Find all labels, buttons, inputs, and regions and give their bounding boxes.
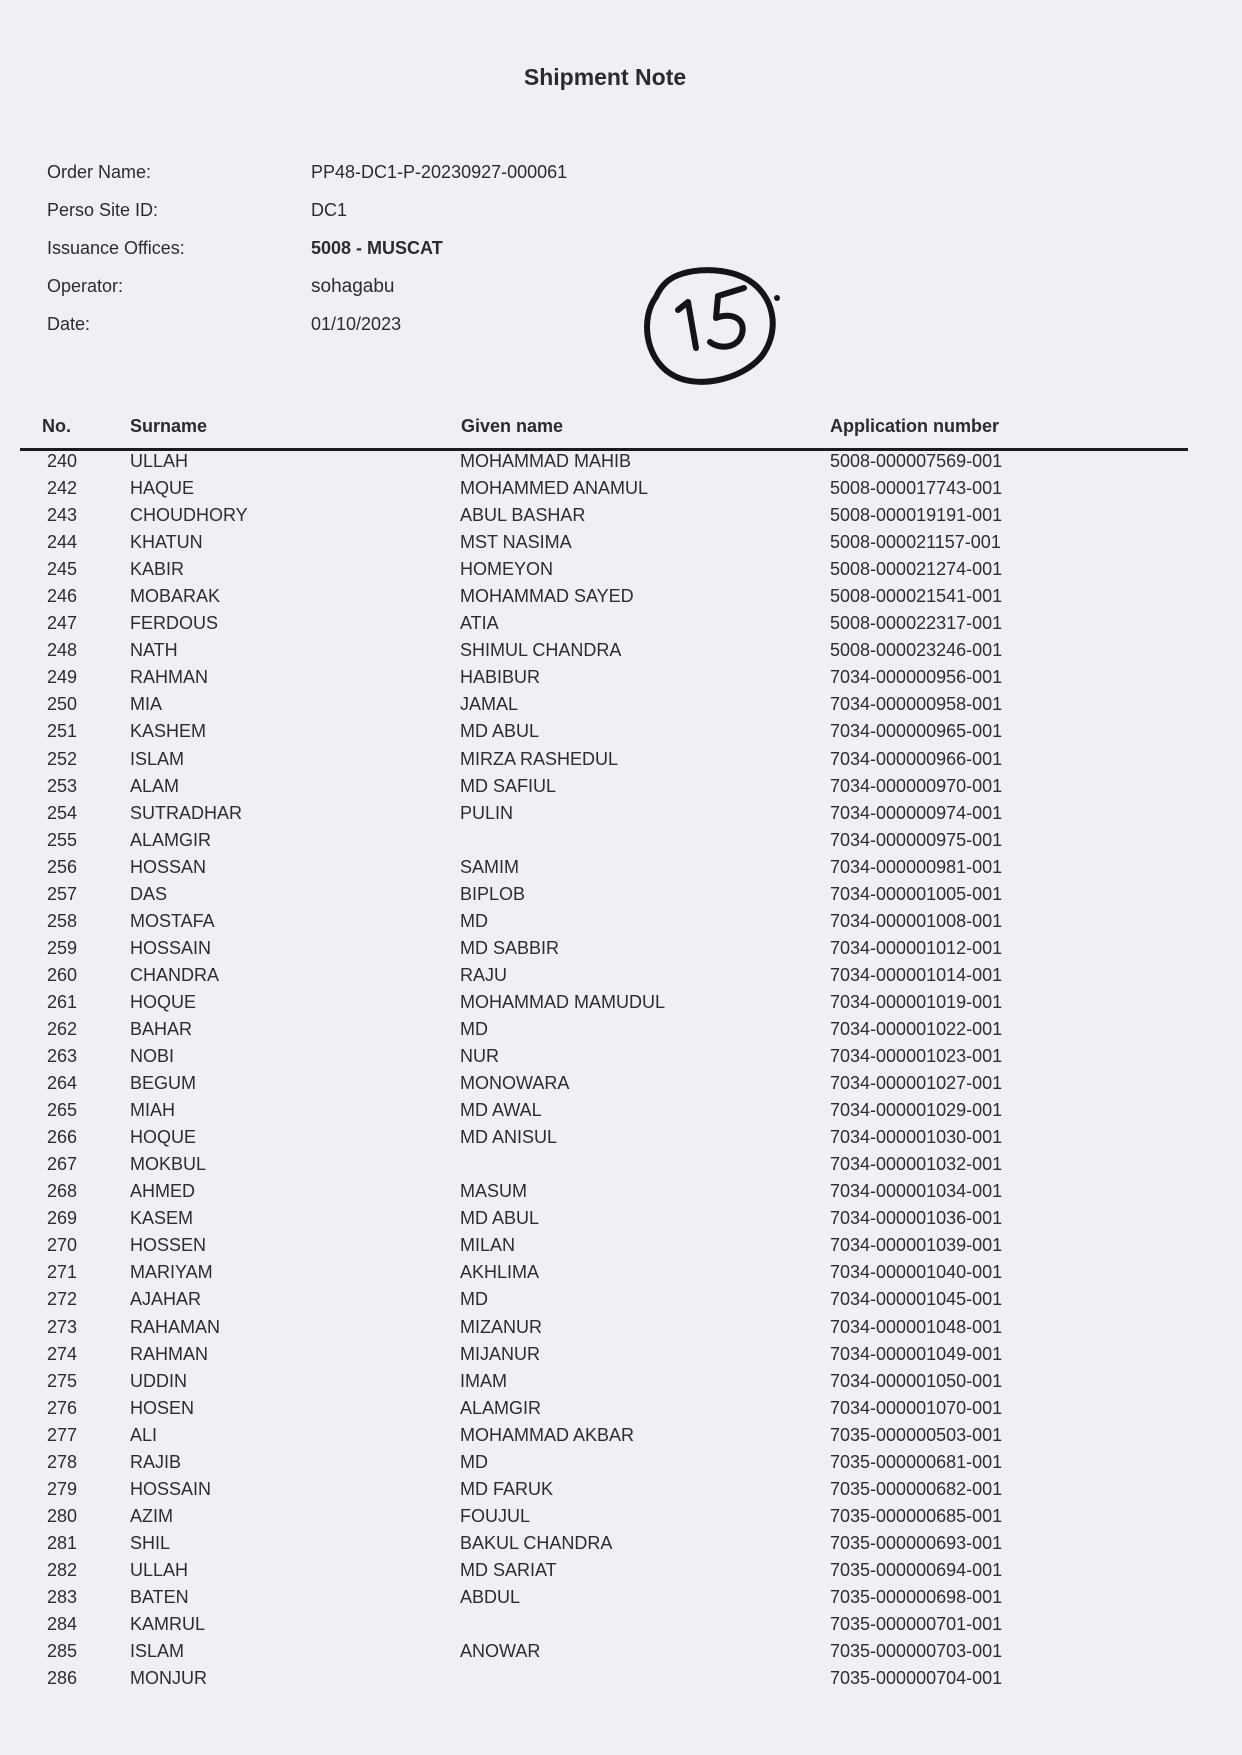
row-number: 269 <box>47 1208 78 1229</box>
table-row <box>0 477 1242 504</box>
row-application-number: 7034-000001030-001 <box>830 1127 1003 1148</box>
row-given-name: MIZANUR <box>460 1316 542 1337</box>
row-given-name: BIPLOB <box>460 883 526 904</box>
row-surname: AZIM <box>130 1505 173 1526</box>
row-application-number: 5008-000021541-001 <box>830 586 1003 607</box>
table-row <box>0 829 1242 856</box>
issuance-offices-value: 5008 - MUSCAT <box>311 238 443 258</box>
table-row <box>0 991 1242 1018</box>
row-number: 286 <box>47 1668 78 1689</box>
row-surname: HOSEN <box>130 1397 195 1418</box>
row-surname: MOSTAFA <box>130 910 215 931</box>
row-surname: MARIYAM <box>130 1262 213 1283</box>
row-given-name: FOUJUL <box>460 1505 531 1526</box>
row-application-number: 7034-000001039-001 <box>830 1235 1003 1256</box>
row-number: 259 <box>47 937 78 958</box>
row-number: 268 <box>47 1181 78 1202</box>
table-row <box>0 937 1242 964</box>
row-application-number: 7035-000000701-001 <box>830 1614 1003 1635</box>
row-number: 270 <box>47 1235 78 1256</box>
row-application-number: 5008-000021274-001 <box>830 559 1003 580</box>
row-number: 280 <box>47 1505 78 1526</box>
column-header-surname: Surname <box>130 416 208 436</box>
operator-value: sohagabu <box>311 276 395 297</box>
row-number: 251 <box>47 721 78 742</box>
row-application-number: 7034-000001049-001 <box>830 1343 1003 1364</box>
table-row <box>0 1613 1242 1640</box>
row-given-name: MOHAMMED ANAMUL <box>460 478 649 499</box>
table-row <box>0 1667 1242 1694</box>
row-surname: HOSSAN <box>130 856 207 877</box>
row-number: 247 <box>47 613 78 634</box>
row-given-name: MST NASIMA <box>460 532 572 553</box>
row-application-number: 5008-000022317-001 <box>830 613 1003 634</box>
row-surname: MOKBUL <box>130 1154 207 1175</box>
row-surname: RAHAMAN <box>130 1316 221 1337</box>
row-application-number: 7035-000000694-001 <box>830 1559 1003 1580</box>
row-surname: MOBARAK <box>130 586 221 607</box>
row-application-number: 7035-000000503-001 <box>830 1424 1003 1445</box>
row-given-name: SHIMUL CHANDRA <box>460 640 622 661</box>
row-application-number: 7034-000000966-001 <box>830 748 1003 769</box>
table-row <box>0 1207 1242 1234</box>
row-application-number: 7034-000001019-001 <box>830 991 1003 1012</box>
row-given-name: MOHAMMAD AKBAR <box>460 1424 635 1445</box>
row-surname: SUTRADHAR <box>130 802 243 823</box>
row-given-name: MD ABUL <box>460 721 540 742</box>
table-row <box>0 1099 1242 1126</box>
row-surname: ULLAH <box>130 1559 189 1580</box>
row-surname: KAMRUL <box>130 1614 206 1635</box>
row-number: 248 <box>47 640 78 661</box>
row-given-name: MD ABUL <box>460 1208 540 1229</box>
row-application-number: 7034-000001040-001 <box>830 1262 1003 1283</box>
table-row <box>0 1505 1242 1532</box>
row-given-name: HOMEYON <box>460 559 554 580</box>
row-given-name: MIJANUR <box>460 1343 540 1364</box>
row-number: 262 <box>47 1018 78 1039</box>
row-number: 258 <box>47 910 78 931</box>
table-row <box>0 693 1242 720</box>
row-given-name: MD AWAL <box>460 1100 542 1121</box>
row-number: 275 <box>47 1370 78 1391</box>
row-number: 255 <box>47 829 78 850</box>
row-surname: CHOUDHORY <box>130 505 248 526</box>
row-number: 282 <box>47 1559 78 1580</box>
row-given-name: MIRZA RASHEDUL <box>460 748 619 769</box>
row-application-number: 7035-000000704-001 <box>830 1668 1003 1689</box>
row-number: 244 <box>47 532 78 553</box>
row-application-number: 7034-000000975-001 <box>830 829 1003 850</box>
row-application-number: 7034-000001014-001 <box>830 964 1003 985</box>
row-given-name: HABIBUR <box>460 667 541 688</box>
row-given-name: PULIN <box>460 802 514 823</box>
row-application-number: 7034-000001029-001 <box>830 1100 1003 1121</box>
shipment-table-body <box>0 450 1242 1694</box>
row-number: 285 <box>47 1641 78 1662</box>
table-row <box>0 612 1242 639</box>
table-row <box>0 558 1242 585</box>
row-given-name: MOHAMMAD MAMUDUL <box>460 991 665 1012</box>
row-number: 261 <box>47 991 78 1012</box>
row-number: 277 <box>47 1424 78 1445</box>
row-given-name: ALAMGIR <box>460 1397 542 1418</box>
table-row <box>0 585 1242 612</box>
table-row <box>0 1397 1242 1424</box>
table-row <box>0 1153 1242 1180</box>
row-application-number: 7034-000000958-001 <box>830 694 1003 715</box>
row-number: 278 <box>47 1451 78 1472</box>
table-row <box>0 1018 1242 1045</box>
stamp-digit-five <box>710 288 744 347</box>
row-application-number: 7034-000001027-001 <box>830 1073 1003 1094</box>
row-application-number: 7035-000000681-001 <box>830 1451 1003 1472</box>
table-row <box>0 775 1242 802</box>
row-given-name: MD FARUK <box>460 1478 554 1499</box>
row-surname: RAJIB <box>130 1451 182 1472</box>
row-surname: NATH <box>130 640 178 661</box>
row-application-number: 7034-000001032-001 <box>830 1154 1003 1175</box>
row-number: 263 <box>47 1046 78 1067</box>
row-number: 246 <box>47 586 78 607</box>
row-given-name: MD SABBIR <box>460 937 560 958</box>
issuance-offices-label: Issuance Offices: <box>47 238 185 258</box>
row-surname: HOSSEN <box>130 1235 207 1256</box>
row-given-name: NUR <box>460 1046 499 1067</box>
table-row <box>0 748 1242 775</box>
row-given-name: IMAM <box>460 1370 507 1391</box>
row-surname: HOSSAIN <box>130 1478 212 1499</box>
row-application-number: 7034-000000956-001 <box>830 667 1003 688</box>
row-surname: ALI <box>130 1424 158 1445</box>
row-application-number: 7034-000001048-001 <box>830 1316 1003 1337</box>
table-row <box>0 1640 1242 1667</box>
table-row <box>0 639 1242 666</box>
table-row <box>0 1072 1242 1099</box>
column-header-application-number: Application number <box>830 416 1000 436</box>
table-row <box>0 1532 1242 1559</box>
row-application-number: 7035-000000682-001 <box>830 1478 1003 1499</box>
table-row <box>0 1288 1242 1315</box>
row-surname: MIAH <box>130 1100 175 1121</box>
row-number: 283 <box>47 1586 78 1607</box>
row-application-number: 7035-000000703-001 <box>830 1641 1003 1662</box>
table-row <box>0 910 1242 937</box>
row-surname: KASEM <box>130 1208 194 1229</box>
row-surname: SHIL <box>130 1532 171 1553</box>
table-row <box>0 964 1242 991</box>
row-application-number: 7034-000001005-001 <box>830 883 1003 904</box>
row-number: 240 <box>47 451 78 471</box>
row-number: 279 <box>47 1478 78 1499</box>
row-number: 252 <box>47 748 78 769</box>
row-application-number: 5008-000023246-001 <box>830 640 1003 661</box>
row-number: 245 <box>47 559 78 580</box>
page-title: Shipment Note <box>523 64 687 90</box>
table-row <box>0 1586 1242 1613</box>
row-surname: BATEN <box>130 1586 189 1607</box>
row-surname: ISLAM <box>130 748 185 769</box>
row-surname: AHMED <box>130 1181 196 1202</box>
row-surname: AJAHAR <box>130 1289 202 1310</box>
row-surname: MONJUR <box>130 1668 207 1689</box>
table-row <box>0 1451 1242 1478</box>
row-surname: ALAM <box>130 775 180 796</box>
row-number: 242 <box>47 478 78 499</box>
column-header-given-name: Given name <box>461 416 564 436</box>
table-row <box>0 1559 1242 1586</box>
table-header <box>20 416 1188 451</box>
table-row <box>0 1045 1242 1072</box>
row-application-number: 7034-000001045-001 <box>830 1289 1003 1310</box>
row-number: 253 <box>47 775 78 796</box>
perso-site-value: DC1 <box>311 200 348 220</box>
row-given-name: MD ANISUL <box>460 1127 558 1148</box>
handwritten-page-number-stamp <box>636 262 786 387</box>
row-surname: RAHMAN <box>130 1343 209 1364</box>
meta-row-perso-site <box>47 200 747 238</box>
row-application-number: 7035-000000698-001 <box>830 1586 1003 1607</box>
date-label: Date: <box>47 314 91 334</box>
table-row <box>0 531 1242 558</box>
row-number: 267 <box>47 1154 78 1175</box>
table-row <box>0 1126 1242 1153</box>
row-application-number: 7034-000001070-001 <box>830 1397 1003 1418</box>
row-surname: RAHMAN <box>130 667 209 688</box>
row-application-number: 7035-000000685-001 <box>830 1505 1003 1526</box>
row-surname: UDDIN <box>130 1370 187 1391</box>
row-given-name: ABUL BASHAR <box>460 505 586 526</box>
row-given-name: ANOWAR <box>460 1641 541 1662</box>
table-row <box>0 1370 1242 1397</box>
table-row <box>0 504 1242 531</box>
row-application-number: 7034-000001036-001 <box>830 1208 1003 1229</box>
row-surname: ULLAH <box>130 451 189 471</box>
row-application-number: 5008-000007569-001 <box>830 451 1003 471</box>
row-number: 243 <box>47 505 78 526</box>
row-application-number: 7034-000001022-001 <box>830 1018 1003 1039</box>
row-number: 281 <box>47 1532 78 1553</box>
stamp-circle <box>647 270 773 382</box>
row-given-name: JAMAL <box>460 694 519 715</box>
table-row <box>0 1316 1242 1343</box>
operator-label: Operator: <box>47 276 124 296</box>
row-surname: HOQUE <box>130 991 197 1012</box>
row-number: 264 <box>47 1073 78 1094</box>
row-surname: ISLAM <box>130 1641 185 1662</box>
row-given-name: MONOWARA <box>460 1073 570 1094</box>
row-given-name: MOHAMMAD MAHIB <box>460 451 631 471</box>
table-row <box>0 883 1242 910</box>
row-application-number: 5008-000021157-001 <box>830 532 1001 553</box>
row-number: 273 <box>47 1316 78 1337</box>
row-given-name: BAKUL CHANDRA <box>460 1532 613 1553</box>
table-row <box>0 1478 1242 1505</box>
row-surname: HOQUE <box>130 1127 197 1148</box>
stamp-dot <box>774 295 780 301</box>
perso-site-label: Perso Site ID: <box>47 200 159 220</box>
row-surname: KABIR <box>130 559 185 580</box>
meta-row-order-name <box>47 162 747 200</box>
column-header-no: No. <box>42 416 71 436</box>
row-surname: BEGUM <box>130 1073 197 1094</box>
row-number: 265 <box>47 1100 78 1121</box>
row-given-name: RAJU <box>460 964 508 985</box>
row-surname: DAS <box>130 883 168 904</box>
row-given-name: MD <box>460 910 488 931</box>
row-number: 271 <box>47 1262 78 1283</box>
row-given-name: ATIA <box>460 613 499 634</box>
row-given-name: MD SARIAT <box>460 1559 557 1580</box>
row-application-number: 7035-000000693-001 <box>830 1532 1003 1553</box>
row-number: 249 <box>47 667 78 688</box>
row-application-number: 7034-000001050-001 <box>830 1370 1003 1391</box>
row-number: 260 <box>47 964 78 985</box>
row-given-name: MILAN <box>460 1235 516 1256</box>
row-surname: HAQUE <box>130 478 195 499</box>
row-surname: CHANDRA <box>130 964 220 985</box>
row-surname: BAHAR <box>130 1018 193 1039</box>
row-number: 284 <box>47 1614 78 1635</box>
row-number: 276 <box>47 1397 78 1418</box>
row-given-name: SAMIM <box>460 856 520 877</box>
row-application-number: 7034-000001008-001 <box>830 910 1003 931</box>
row-surname: MIA <box>130 694 163 715</box>
order-name-label: Order Name: <box>47 162 152 182</box>
row-given-name: MD <box>460 1289 488 1310</box>
stamp-digit-one <box>678 302 696 348</box>
row-given-name: MD <box>460 1018 488 1039</box>
table-row <box>0 450 1242 477</box>
row-given-name: MD SAFIUL <box>460 775 557 796</box>
row-application-number: 7034-000001023-001 <box>830 1046 1003 1067</box>
row-surname: KHATUN <box>130 532 203 553</box>
table-row <box>0 856 1242 883</box>
row-surname: ALAMGIR <box>130 829 212 850</box>
row-given-name: ABDUL <box>460 1586 521 1607</box>
row-given-name: MOHAMMAD SAYED <box>460 586 634 607</box>
table-row <box>0 1261 1242 1288</box>
order-name-value: PP48-DC1-P-20230927-000061 <box>311 162 568 182</box>
row-surname: KASHEM <box>130 721 207 742</box>
row-application-number: 7034-000000974-001 <box>830 802 1003 823</box>
row-surname: FERDOUS <box>130 613 219 634</box>
row-given-name: AKHLIMA <box>460 1262 540 1283</box>
row-application-number: 7034-000000981-001 <box>830 856 1003 877</box>
row-application-number: 7034-000001034-001 <box>830 1181 1003 1202</box>
row-number: 250 <box>47 694 78 715</box>
table-row <box>0 802 1242 829</box>
row-given-name: MD <box>460 1451 488 1472</box>
row-number: 266 <box>47 1127 78 1148</box>
row-number: 254 <box>47 802 78 823</box>
row-application-number: 7034-000000965-001 <box>830 721 1003 742</box>
row-number: 256 <box>47 856 78 877</box>
table-row <box>0 720 1242 747</box>
row-surname: HOSSAIN <box>130 937 212 958</box>
row-application-number: 7034-000000970-001 <box>830 775 1003 796</box>
table-row <box>0 1180 1242 1207</box>
row-application-number: 5008-000017743-001 <box>830 478 1003 499</box>
row-application-number: 7034-000001012-001 <box>830 937 1003 958</box>
date-value: 01/10/2023 <box>311 314 402 334</box>
row-number: 274 <box>47 1343 78 1364</box>
table-row <box>0 1234 1242 1261</box>
table-row <box>0 1424 1242 1451</box>
row-application-number: 5008-000019191-001 <box>830 505 1003 526</box>
row-number: 257 <box>47 883 78 904</box>
row-surname: NOBI <box>130 1046 175 1067</box>
row-given-name: MASUM <box>460 1181 527 1202</box>
table-row <box>0 1343 1242 1370</box>
row-number: 272 <box>47 1289 78 1310</box>
table-row <box>0 666 1242 693</box>
